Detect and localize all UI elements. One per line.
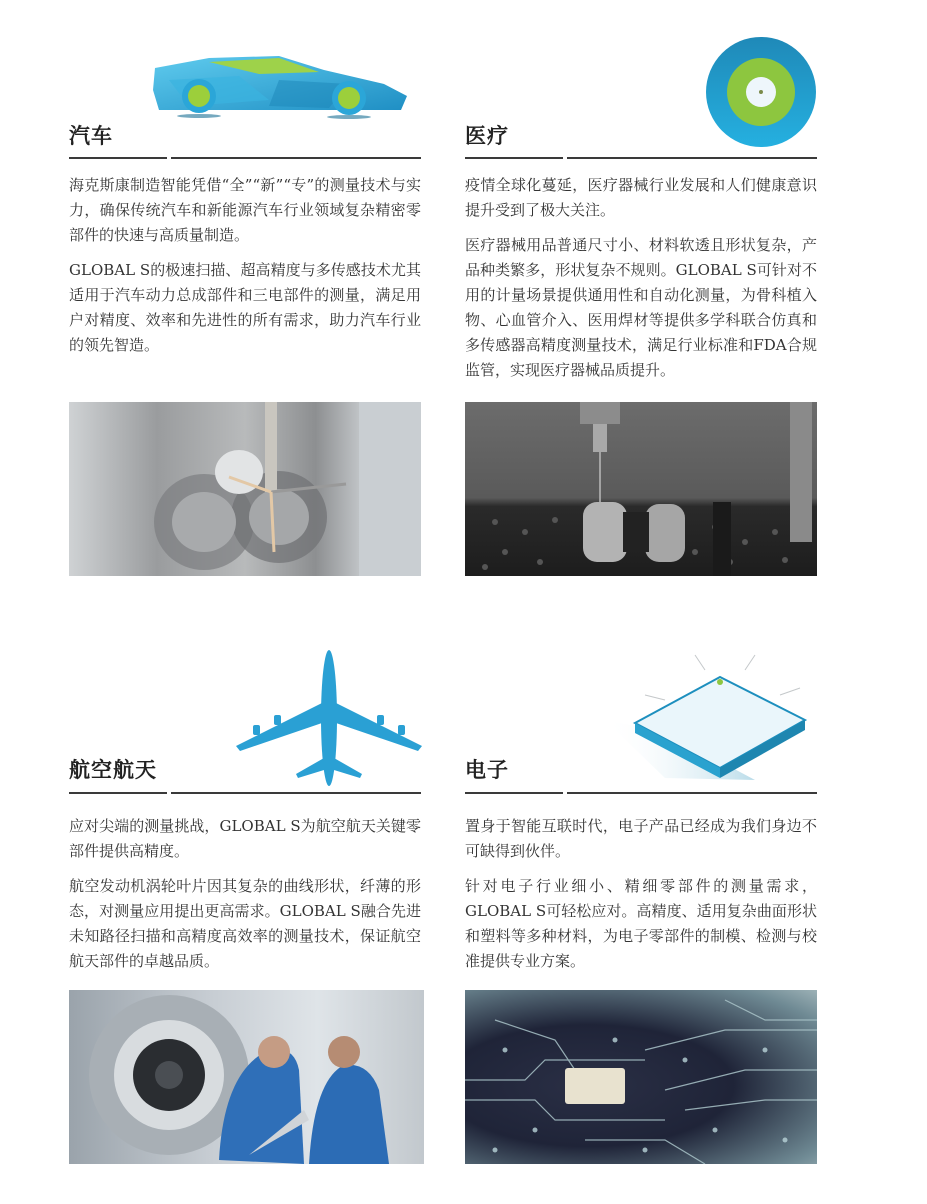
paragraph: 医疗器械用品普通尺寸小、材料软透且形状复杂，产品种类繁多，形状复杂不规则。GLOBAL S可针对不用的计量场景提供通用性和自动化测量，为骨科植入物、心血管介入、医用焊材等提供多学科联合仿真和多传感器高精度测量技术，满足行业标准和FDA合规监管，实现医疗器械品质提升。 [465,236,817,379]
concentric-target-disc-icon [705,36,817,148]
title-underline [69,157,167,159]
airplane-top-view-icon [234,648,424,790]
paragraph: GLOBAL S的极速扫描、超高精度与多传感技术尤其适用于汽车动力总成部件和三电部件的测量，满足用户对精度、效率和先进性的所有需求，助力汽车行业的领先智造。 [69,261,421,354]
title-underline [567,157,817,159]
section-medical [465,0,817,580]
section-title: 医疗 [465,124,509,148]
section-title: 汽车 [69,124,113,148]
low-poly-sports-car-icon [149,50,409,120]
section-electronics [465,640,817,1180]
engineers-turbine-photo [69,990,424,1164]
paragraph: 航空发动机涡轮叶片因其复杂的曲线形状，纤薄的形态，对测量应用提出更高需求。GLOBAL S融合先进未知路径扫描和高精度高效率的测量技术，保证航空航天部件的卓越品质。 [69,877,421,970]
circuit-board-photo [465,990,817,1164]
title-underline [465,792,563,794]
paragraph: 疫情全球化蔓延，医疗器械行业发展和人们健康意识提升受到了极大关注。 [465,176,817,219]
cmm-probe-gearbox-photo [69,402,421,576]
paragraph: 海克斯康制造智能凭借“全”“新”“专”的测量技术与实力，确保传统汽车和新能源汽车行业领域复杂精密零部件的快速与高质量制造。 [69,176,421,244]
title-underline [171,157,421,159]
paragraph: 针对电子行业细小、精细零部件的测量需求，GLOBAL S可轻松应对。高精度、适用复杂曲面形状和塑料等多种材料，为电子零部件的制模、检测与校准提供专业方案。 [465,877,817,970]
title-underline [69,792,167,794]
title-underline [465,157,563,159]
title-underline [567,792,817,794]
paragraph: 应对尖端的测量挑战，GLOBAL S为航空航天关键零部件提供高精度。 [69,817,421,860]
title-underline [171,792,421,794]
section-title: 电子 [465,758,509,782]
section-title: 航空航天 [69,758,157,782]
section-aerospace [69,640,421,1180]
probe-spinal-implant-photo [465,402,817,576]
microchip-isometric-icon [605,650,817,790]
section-automotive [69,0,421,580]
paragraph: 置身于智能互联时代，电子产品已经成为我们身边不可缺得到伙伴。 [465,817,817,860]
